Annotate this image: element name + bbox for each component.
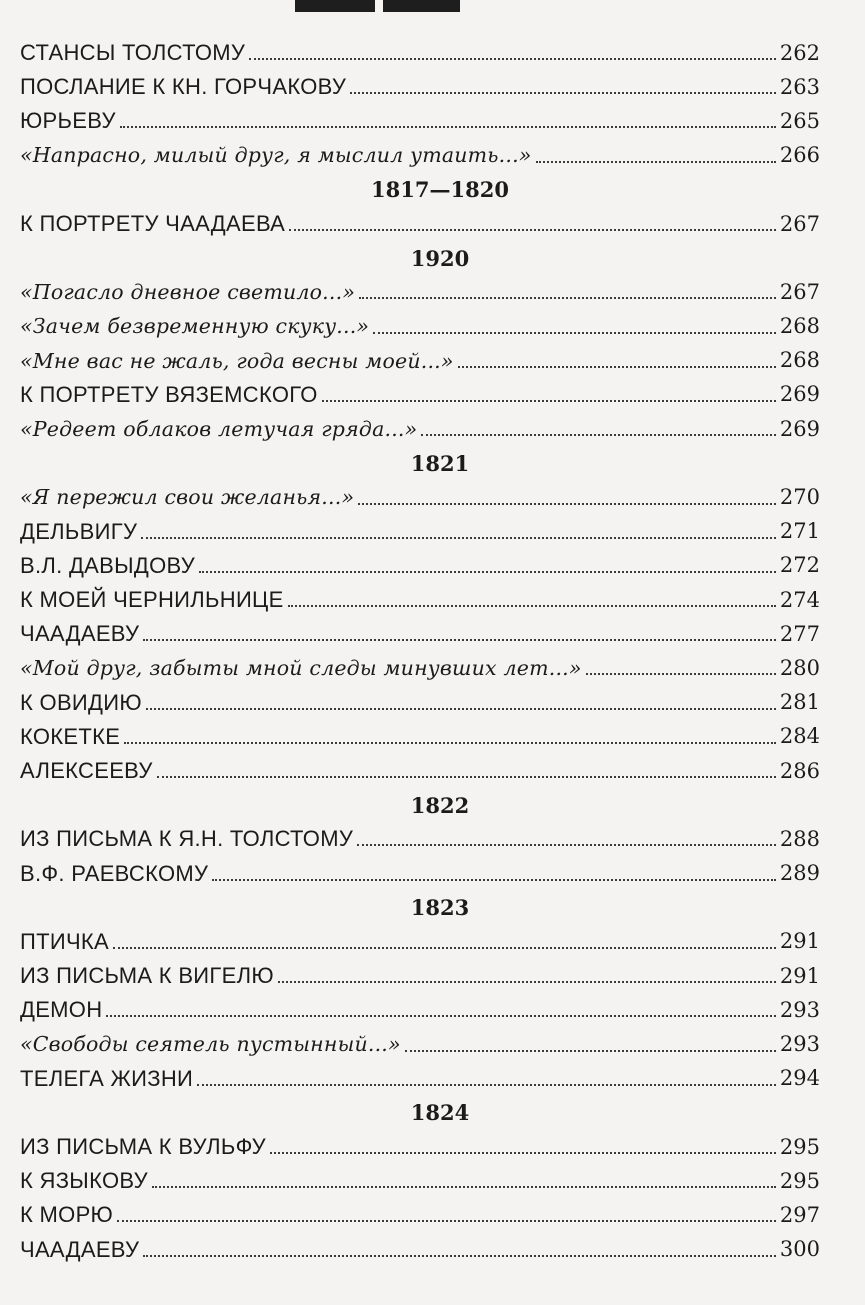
toc-entry-page-number: 267 [779, 211, 820, 236]
dot-leader [278, 981, 776, 983]
toc-entry[interactable] [20, 1130, 820, 1164]
toc-entry-title: ИЗ ПИСЬМА К ВИГЕЛЮ [20, 963, 274, 989]
toc-entry-page-number: 293 [779, 1032, 820, 1057]
toc-entry[interactable] [20, 1027, 820, 1061]
toc-entry-title: К ЯЗЫКОВУ [20, 1168, 148, 1194]
toc-entry[interactable] [20, 412, 820, 446]
toc-entry[interactable] [20, 549, 820, 583]
toc-entry-page-number: 268 [779, 348, 820, 373]
toc-entry-title: «Редеет облаков летучая гряда...» [20, 416, 418, 441]
year-heading: 1817—1820 [371, 177, 509, 203]
dot-leader [586, 673, 776, 675]
dot-leader [143, 639, 776, 641]
toc-entry-title: ПОСЛАНИЕ К КН. ГОРЧАКОВУ [20, 74, 347, 100]
dot-leader [157, 776, 776, 778]
toc-entry-title: К ПОРТРЕТУ ВЯЗЕМСКОГО [20, 381, 318, 407]
dot-leader [358, 503, 776, 505]
dot-leader [359, 297, 776, 299]
toc-entry-page-number: 295 [779, 1134, 820, 1159]
toc-entry-title: К ПОРТРЕТУ ЧААДАЕВА [20, 211, 286, 237]
toc-entry-page-number: 272 [779, 553, 820, 578]
dot-leader [124, 742, 776, 744]
toc-entry[interactable] [20, 480, 820, 514]
toc-entry-page-number: 284 [779, 724, 820, 749]
toc-entry[interactable] [20, 275, 820, 309]
toc-entry[interactable] [20, 583, 820, 617]
dot-leader [120, 126, 776, 128]
toc-entry-page-number: 269 [779, 416, 820, 441]
toc-entry[interactable] [20, 139, 820, 173]
toc-entry-page-number: 277 [779, 621, 820, 646]
dot-leader [199, 571, 776, 573]
toc-entry-title: КОКЕТКЕ [20, 723, 121, 749]
toc-entry-title: ИЗ ПИСЬМА К ВУЛЬФУ [20, 1134, 266, 1160]
dot-leader [152, 1186, 776, 1188]
toc-entry-page-number: 274 [779, 587, 820, 612]
toc-entry[interactable] [20, 925, 820, 959]
year-heading: 1824 [410, 1100, 470, 1126]
toc-entry-title: В.Л. ДАВЫДОВУ [20, 552, 196, 578]
toc-entry-page-number: 271 [779, 519, 820, 544]
toc-entry-page-number: 297 [779, 1202, 820, 1227]
dot-leader [270, 1152, 776, 1154]
dot-leader [421, 434, 776, 436]
dot-leader [113, 947, 776, 949]
toc-entry-page-number: 291 [779, 929, 820, 954]
dot-leader [106, 1015, 776, 1017]
toc-entry[interactable] [20, 993, 820, 1027]
toc-entry[interactable] [20, 686, 820, 720]
toc-entry-title: ИЗ ПИСЬМА К Я.Н. ТОЛСТОМУ [20, 826, 354, 852]
toc-entry-page-number: 262 [779, 40, 820, 65]
dot-leader [536, 161, 776, 163]
toc-entry-page-number: 300 [779, 1237, 820, 1262]
toc-entry[interactable] [20, 959, 820, 993]
toc-entry-title: «Я пережил свои желанья...» [20, 485, 355, 510]
table-of-contents [20, 36, 820, 1267]
toc-entry-title: «Зачем безвременную скуку...» [20, 314, 370, 339]
toc-entry-title: СТАНСЫ ТОЛСТОМУ [20, 40, 246, 66]
toc-entry-title: АЛЕКСЕЕВУ [20, 758, 153, 784]
dot-leader [249, 58, 776, 60]
dot-leader [212, 879, 776, 881]
toc-entry-page-number: 263 [779, 74, 820, 99]
toc-entry[interactable] [20, 1233, 820, 1267]
toc-entry-page-number: 288 [779, 826, 820, 851]
toc-entry-title: К МОЕЙ ЧЕРНИЛЬНИЦЕ [20, 587, 284, 613]
toc-entry-title: «Погасло дневное светило...» [20, 280, 356, 305]
year-heading: 1823 [410, 895, 470, 921]
toc-entry-title: В.Ф. РАЕВСКОМУ [20, 860, 209, 886]
dot-leader [146, 708, 776, 710]
toc-entry[interactable] [20, 651, 820, 685]
toc-entry[interactable] [20, 104, 820, 138]
year-heading: 1920 [410, 245, 470, 271]
dot-leader [458, 366, 776, 368]
dot-leader [143, 1255, 776, 1257]
toc-entry-page-number: 289 [779, 861, 820, 886]
toc-entry-page-number: 295 [779, 1168, 820, 1193]
toc-entry-title: «Свободы сеятель пустынный...» [20, 1032, 401, 1057]
toc-entry-page-number: 266 [779, 143, 820, 168]
toc-entry[interactable] [20, 310, 820, 344]
toc-entry-title: «Напрасно, милый друг, я мыслил утаить...» [20, 143, 532, 168]
year-heading: 1821 [410, 450, 470, 476]
toc-entry-page-number: 286 [779, 758, 820, 783]
toc-entry[interactable] [20, 1198, 820, 1232]
toc-entry[interactable] [20, 1062, 820, 1096]
toc-entry-title: ЧААДАЕВУ [20, 1236, 140, 1262]
toc-entry[interactable] [20, 207, 820, 241]
toc-entry-title: К МОРЮ [20, 1202, 114, 1228]
toc-entry[interactable] [20, 822, 820, 856]
toc-entry-page-number: 270 [779, 485, 820, 510]
dot-leader [405, 1050, 776, 1052]
toc-entry-title: ДЕЛЬВИГУ [20, 518, 138, 544]
toc-entry[interactable] [20, 378, 820, 412]
dot-leader [350, 92, 776, 94]
dot-leader [357, 844, 776, 846]
toc-entry[interactable] [20, 617, 820, 651]
toc-entry-title: К ОВИДИЮ [20, 689, 142, 715]
toc-entry-page-number: 269 [779, 382, 820, 407]
dot-leader [289, 229, 776, 231]
year-heading: 1822 [410, 792, 470, 818]
dot-leader [117, 1220, 776, 1222]
toc-entry-page-number: 268 [779, 314, 820, 339]
toc-entry[interactable] [20, 857, 820, 891]
toc-entry[interactable] [20, 344, 820, 378]
toc-entry[interactable] [20, 1164, 820, 1198]
top-decorative-bar-gap [375, 0, 383, 12]
toc-entry-title: ТЕЛЕГА ЖИЗНИ [20, 1065, 194, 1091]
toc-entry-title: «Мой друг, забыты мной следы минувших лет...» [20, 656, 582, 681]
dot-leader [141, 537, 776, 539]
toc-entry-title: ЮРЬЕВУ [20, 108, 116, 134]
toc-entry-title: ПТИЧКА [20, 928, 110, 954]
toc-entry-title: «Мне вас не жаль, года весны моей...» [20, 348, 454, 373]
toc-entry[interactable] [20, 720, 820, 754]
toc-entry-page-number: 294 [779, 1066, 820, 1091]
toc-entry[interactable] [20, 515, 820, 549]
toc-entry-page-number: 265 [779, 108, 820, 133]
toc-entry-page-number: 280 [779, 655, 820, 680]
toc-entry[interactable] [20, 754, 820, 788]
dot-leader [373, 332, 776, 334]
dot-leader [288, 605, 776, 607]
toc-entry[interactable] [20, 70, 820, 104]
dot-leader [322, 400, 776, 402]
dot-leader [197, 1084, 776, 1086]
toc-entry-page-number: 291 [779, 963, 820, 988]
toc-entry-page-number: 281 [779, 690, 820, 715]
toc-entry-title: ДЕМОН [20, 997, 103, 1023]
toc-entry-page-number: 267 [779, 279, 820, 304]
toc-entry-page-number: 293 [779, 997, 820, 1022]
toc-entry[interactable] [20, 36, 820, 70]
toc-entry-title: ЧААДАЕВУ [20, 621, 140, 647]
